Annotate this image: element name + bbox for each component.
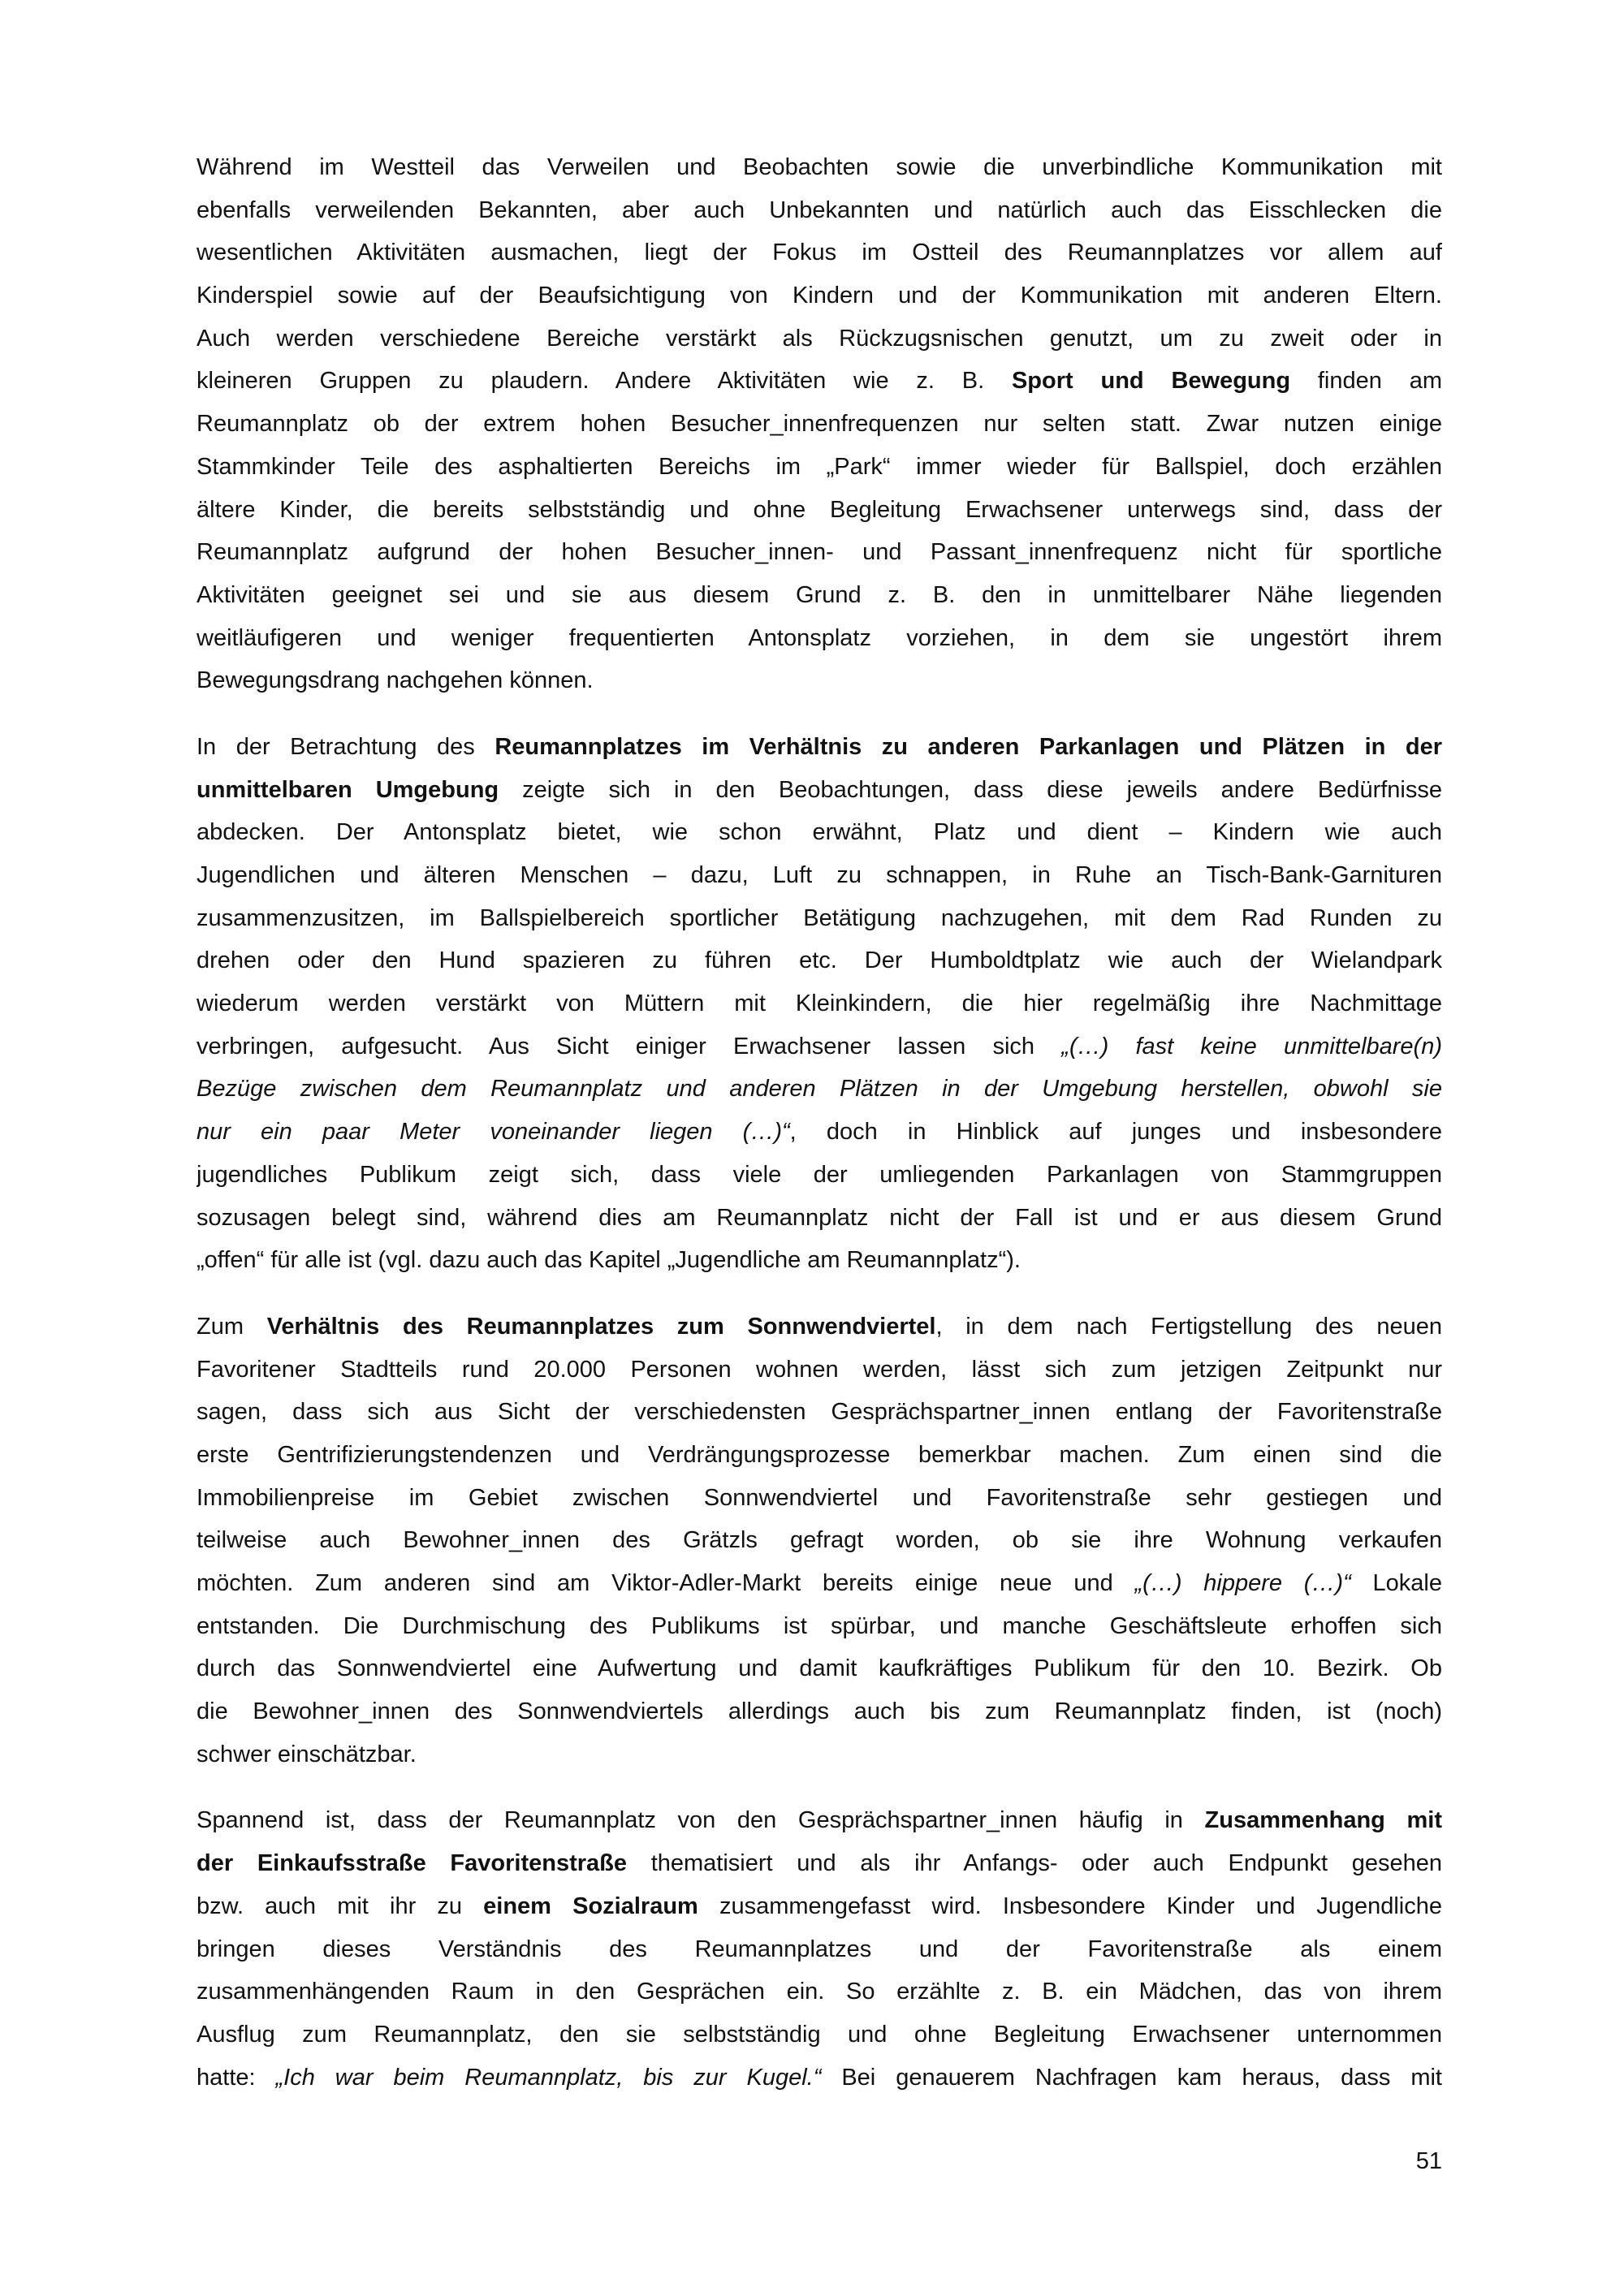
text-run: sagen, dass sich aus Sicht der verschiedensten Gesprächspartner_innen entlang der Favoritenstraße xyxy=(197,1399,1442,1426)
italic-quote: „(…) hippere (…)“ xyxy=(1134,1570,1351,1596)
text-run: wiederum werden verstärkt von Müttern mit Kleinkindern, die hier regelmäßig ihre Nachmittage xyxy=(197,990,1442,1017)
italic-quote: nur ein paar Meter voneinander liegen (…)“ xyxy=(197,1119,790,1146)
text-line xyxy=(197,403,1442,446)
text-run: bzw. auch mit ihr zu xyxy=(197,1892,484,1919)
text-run: kleineren Gruppen zu plaudern. Andere Aktivitäten wie z. B. xyxy=(197,368,1012,395)
paragraph xyxy=(197,1799,1442,2099)
text-run: weitläufigeren und weniger frequentierten Antonsplatz vorziehen, in dem sie ungestört ihrem xyxy=(197,624,1442,651)
text-run: Bei genauerem Nachfragen kam heraus, dass mit xyxy=(821,2064,1442,2091)
text-run: bringen dieses Verständnis des Reumannplatzes und der Favoritenstraße als einem xyxy=(197,1936,1442,1962)
text-run: schwer einschätzbar. xyxy=(197,1741,417,1767)
bold-text: der Einkaufsstraße Favoritenstraße xyxy=(197,1850,627,1877)
text-line xyxy=(197,2056,1442,2100)
text-line xyxy=(197,982,1442,1025)
text-run: teilweise auch Bewohner_innen des Grätzls gefragt worden, ob sie ihre Wohnung verkaufen xyxy=(197,1527,1442,1554)
text-line xyxy=(197,726,1442,769)
text-line xyxy=(197,1434,1442,1477)
text-run: Spannend ist, dass der Reumannplatz von den Gesprächspartner_innen häufig in xyxy=(197,1807,1205,1834)
text-run: Ausflug zum Reumannplatz, den sie selbstständig und ohne Begleitung Erwachsener unternommen xyxy=(197,2021,1442,2048)
bold-text: Reumannplatzes im Verhältnis zu anderen Parkanlagen und Plätzen in der xyxy=(495,733,1442,760)
text-run: Bewegungsdrang nachgehen können. xyxy=(197,667,594,694)
text-line xyxy=(197,1928,1442,1971)
text-line xyxy=(197,1885,1442,1928)
text-line xyxy=(197,1239,1442,1282)
text-line xyxy=(197,574,1442,617)
text-run: Immobilienpreise im Gebiet zwischen Sonnwendviertel und Favoritenstraße sehr gestiegen und xyxy=(197,1484,1442,1511)
text-run: Kinderspiel sowie auf der Beaufsichtigung von Kindern und der Kommunikation mit anderen Eltern. xyxy=(197,283,1442,309)
text-run: In der Betrachtung des xyxy=(197,733,495,760)
text-run: durch das Sonnwendviertel eine Aufwertung und damit kaufkräftiges Publikum für den 10. Bezirk. Ob xyxy=(197,1655,1442,1682)
text-line xyxy=(197,2013,1442,2056)
text-line xyxy=(197,1733,1442,1776)
text-run: zusammenzusitzen, im Ballspielbereich sportlicher Betätigung nachzugehen, mit dem Rad Runden zu xyxy=(197,904,1442,931)
text-run: ältere Kinder, die bereits selbstständig und ohne Begleitung Erwachsener unterwegs sind, dass der xyxy=(197,496,1442,523)
text-run: ebenfalls verweilenden Bekannten, aber auch Unbekannten und natürlich auch das Eisschlecken die xyxy=(197,196,1442,223)
document-body xyxy=(197,146,1442,2122)
bold-text: Verhältnis des Reumannplatzes zum Sonnwendviertel xyxy=(266,1313,936,1340)
text-run: „offen“ für alle ist (vgl. dazu auch das Kapitel „Jugendliche am Reumannplatz“). xyxy=(197,1247,1021,1274)
text-line xyxy=(197,1197,1442,1240)
text-run: , doch in Hinblick auf junges und insbesondere xyxy=(789,1119,1442,1146)
text-line xyxy=(197,360,1442,403)
text-line xyxy=(197,531,1442,574)
text-line xyxy=(197,1111,1442,1154)
text-line xyxy=(197,1842,1442,1885)
bold-text: Zusammenhang mit xyxy=(1204,1807,1442,1834)
text-line xyxy=(197,659,1442,702)
text-line xyxy=(197,1154,1442,1197)
text-line xyxy=(197,1690,1442,1733)
text-line xyxy=(197,1970,1442,2013)
text-run: , in dem nach Fertigstellung des neuen xyxy=(935,1313,1442,1340)
text-line xyxy=(197,274,1442,317)
text-line xyxy=(197,231,1442,274)
text-run: zusammenhängenden Raum in den Gesprächen ein. So erzählte z. B. ein Mädchen, das von ihrem xyxy=(197,1979,1442,2005)
text-line xyxy=(197,1647,1442,1690)
text-line xyxy=(197,146,1442,189)
text-run: wesentlichen Aktivitäten ausmachen, liegt der Fokus im Ostteil des Reumannplatzes vor allem auf xyxy=(197,240,1442,266)
text-run: die Bewohner_innen des Sonnwendviertels allerdings auch bis zum Reumannplatz finden, ist (noch) xyxy=(197,1698,1442,1725)
text-run: jugendliches Publikum zeigt sich, dass viele der umliegenden Parkanlagen von Stammgruppen xyxy=(197,1161,1442,1188)
text-run: verbringen, aufgesucht. Aus Sicht einiger Erwachsener lassen sich xyxy=(197,1033,1062,1060)
paragraph xyxy=(197,1306,1442,1776)
text-run: Auch werden verschiedene Bereiche verstärkt als Rückzugsnischen genutzt, um zu zweit oder in xyxy=(197,325,1442,352)
italic-quote: Bezüge zwischen dem Reumannplatz und anderen Plätzen in der Umgebung herstellen, obwohl sie xyxy=(197,1076,1442,1103)
text-line xyxy=(197,1477,1442,1520)
text-run: Aktivitäten geeignet sei und sie aus diesem Grund z. B. den in unmittelbarer Nähe liegenden xyxy=(197,581,1442,608)
text-line xyxy=(197,811,1442,854)
text-run: Lokale xyxy=(1350,1570,1442,1596)
text-run: Favoritener Stadtteils rund 20.000 Personen wohnen werden, lässt sich zum jetzigen Zeitpunkt nur xyxy=(197,1356,1442,1383)
text-run: drehen oder den Hund spazieren zu führen etc. Der Humboldtplatz wie auch der Wielandpark xyxy=(197,947,1442,974)
text-run: thematisiert und als ihr Anfangs- oder auch Endpunkt gesehen xyxy=(627,1850,1442,1877)
text-line xyxy=(197,617,1442,660)
text-run: finden am xyxy=(1290,368,1442,395)
text-run: sozusagen belegt sind, während dies am Reumannplatz nicht der Fall ist und er aus diesem Grund xyxy=(197,1204,1442,1231)
text-run: Jugendlichen und älteren Menschen – dazu, Luft zu schnappen, in Ruhe an Tisch-Bank-Garnituren xyxy=(197,862,1442,888)
italic-quote: „Ich war beim Reumannplatz, bis zur Kugel.“ xyxy=(275,2064,822,2091)
text-run: abdecken. Der Antonsplatz bietet, wie schon erwähnt, Platz und dient – Kindern wie auch xyxy=(197,819,1442,846)
bold-text: unmittelbaren Umgebung xyxy=(197,776,499,803)
bold-text: einem Sozialraum xyxy=(483,1892,698,1919)
text-line xyxy=(197,1799,1442,1842)
paragraph xyxy=(197,726,1442,1282)
text-run: zusammengefasst wird. Insbesondere Kinder und Jugendliche xyxy=(698,1892,1442,1919)
paragraph xyxy=(197,146,1442,702)
text-line xyxy=(197,1068,1442,1111)
text-line xyxy=(197,1349,1442,1392)
text-run: entstanden. Die Durchmischung des Publikums ist spürbar, und manche Geschäftsleute erhoffen sich xyxy=(197,1612,1442,1639)
text-run: Zum xyxy=(197,1313,267,1340)
text-line xyxy=(197,317,1442,360)
text-line xyxy=(197,854,1442,897)
bold-text: Sport und Bewegung xyxy=(1011,368,1291,395)
text-line xyxy=(197,1519,1442,1562)
text-line xyxy=(197,189,1442,232)
italic-quote: „(…) fast keine unmittelbare(n) xyxy=(1061,1033,1442,1060)
text-run: möchten. Zum anderen sind am Viktor-Adler-Markt bereits einige neue und xyxy=(197,1570,1135,1596)
text-run: Während im Westteil das Verweilen und Beobachten sowie die unverbindliche Kommunikation mit xyxy=(197,154,1442,180)
text-line xyxy=(197,1562,1442,1605)
page-number: 51 xyxy=(1415,2148,1442,2174)
text-line xyxy=(197,897,1442,940)
text-run: Stammkinder Teile des asphaltierten Bereichs im „Park“ immer wieder für Ballspiel, doch erzählen xyxy=(197,453,1442,480)
text-line xyxy=(197,939,1442,982)
text-line xyxy=(197,446,1442,489)
text-line xyxy=(197,1605,1442,1648)
text-line xyxy=(197,1306,1442,1349)
text-line xyxy=(197,1025,1442,1068)
text-line xyxy=(197,489,1442,532)
text-run: erste Gentrifizierungstendenzen und Verdrängungsprozesse bemerkbar machen. Zum einen sind die xyxy=(197,1441,1442,1468)
text-run: Reumannplatz ob der extrem hohen Besucher_innenfrequenzen nur selten statt. Zwar nutzen einige xyxy=(197,411,1442,438)
text-run: hatte: xyxy=(197,2064,276,2091)
text-run: zeigte sich in den Beobachtungen, dass diese jeweils andere Bedürfnisse xyxy=(499,776,1442,803)
text-run: Reumannplatz aufgrund der hohen Besucher_innen- und Passant_innenfrequenz nicht für sportliche xyxy=(197,539,1442,566)
text-line xyxy=(197,769,1442,812)
text-line xyxy=(197,1391,1442,1434)
